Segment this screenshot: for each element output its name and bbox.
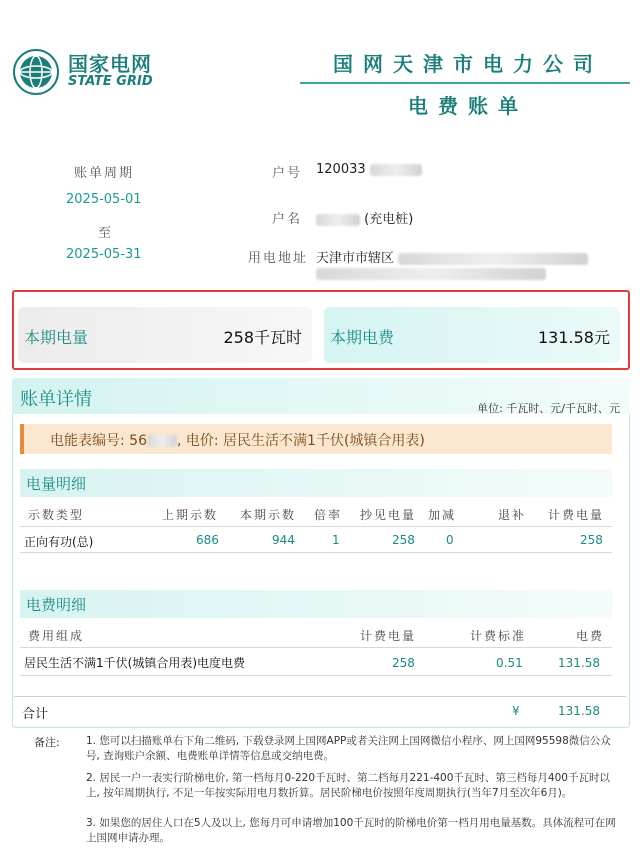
- unit-note: 单位: 千瓦时、元/千瓦时、元: [477, 402, 620, 415]
- globe-icon: [12, 48, 60, 96]
- redacted-blur: [147, 435, 177, 447]
- logo-english-text: STATE GRID: [68, 74, 153, 89]
- cell-previous-reading: 686: [196, 533, 219, 547]
- col-header-adjust: 加减: [428, 508, 457, 522]
- table-divider: [20, 675, 612, 676]
- col-header-read-usage: 抄见电量: [360, 508, 417, 522]
- redacted-blur: [316, 268, 546, 280]
- address-value: [316, 247, 588, 266]
- name-label: 户名: [272, 212, 303, 227]
- col-header-fee-component: 费用组成: [28, 629, 85, 643]
- account-number-text: 120033: [316, 162, 366, 177]
- meter-price-text: , 电价: 居民生活不满1千伏(城镇合用表): [176, 433, 425, 449]
- col-header-current-reading: 本期示数: [240, 508, 297, 522]
- col-header-billed-usage: 计费电量: [360, 629, 417, 643]
- logo-chinese-text: 国家电网: [68, 52, 152, 76]
- redacted-blur: [398, 253, 588, 265]
- usage-label: 本期电量: [24, 328, 89, 347]
- col-header-previous-reading: 上期示数: [162, 508, 219, 522]
- usage-summary-card: [18, 307, 312, 363]
- address-line-2: [316, 266, 546, 281]
- header-divider: [300, 82, 630, 84]
- account-name-text: (充电桩): [364, 212, 414, 227]
- state-grid-logo: [12, 42, 172, 98]
- fee-detail-header: [20, 590, 612, 618]
- period-label: 账单周期: [74, 166, 135, 181]
- usage-detail-title: 电量明细: [26, 475, 87, 493]
- col-header-billed-usage: 计费电量: [548, 508, 605, 522]
- account-name: [316, 208, 413, 227]
- cell-fee-amount: 131.58: [558, 656, 600, 670]
- company-name: 国网天津市电力公司: [333, 52, 603, 76]
- bill-detail-title: 账单详情: [20, 389, 92, 410]
- cell-current-reading: 944: [272, 533, 295, 547]
- col-header-reading-type: 示数类型: [28, 508, 85, 522]
- period-end-date: 2025-05-31: [66, 247, 142, 262]
- cell-billed-usage: 258: [580, 533, 603, 547]
- account-label: 户号: [272, 166, 303, 181]
- total-currency-symbol: ¥: [512, 704, 520, 718]
- note-item-3: 3. 如果您的居住人口在5人及以上, 您每月可申请增加100千瓦时的阶梯电价第一档月用电量基数。具体流程可在网上国网申请办理。: [86, 817, 616, 844]
- table-divider: [20, 647, 612, 648]
- note-item-1: 1. 您可以扫描账单右下角二维码, 下载登录网上国网APP或者关注网上国网微信小程序、网上国网95598微信公众号, 查询账户余额、电费账单详情等信息或交纳电费。: [86, 735, 611, 762]
- fee-detail-title: 电费明细: [26, 596, 87, 614]
- period-start-date: 2025-05-01: [66, 192, 142, 207]
- total-label: 合计: [22, 707, 49, 722]
- meter-number-label: 电能表编号: 56: [50, 433, 147, 449]
- account-number: [316, 162, 422, 177]
- cell-fee-component: 居民生活不满1千伏(城镇合用表)电度电费: [24, 656, 245, 670]
- cell-multiplier: 1: [332, 533, 340, 547]
- cell-fee-usage: 258: [392, 656, 415, 670]
- col-header-refund: 退补: [498, 508, 527, 522]
- address-label: 用电地址: [248, 251, 309, 266]
- address-text: 天津市市辖区: [316, 251, 395, 266]
- cell-reading-type: 正向有功(总): [24, 535, 94, 549]
- fee-summary-card: [324, 307, 620, 363]
- col-header-rate: 计费标准: [470, 629, 527, 643]
- cell-fee-rate: 0.51: [496, 656, 523, 670]
- meter-info-bar: [20, 424, 612, 454]
- col-header-fee: 电费: [576, 629, 605, 643]
- fee-label: 本期电费: [330, 328, 395, 347]
- total-divider: [14, 696, 626, 697]
- table-divider: [20, 552, 612, 553]
- usage-detail-header: [20, 469, 612, 497]
- fee-value: 131.58元: [538, 328, 610, 347]
- cell-adjust: 0: [446, 533, 454, 547]
- cell-read-usage: 258: [392, 533, 415, 547]
- total-amount: 131.58: [558, 704, 600, 718]
- usage-value: 258千瓦时: [223, 328, 302, 347]
- note-item-2: 2. 居民一户一表实行阶梯电价, 第一档每月0-220千瓦时、第二档每月221-400千瓦时、第三档每月400千瓦时以上, 按年周期执行, 不足一年按实际用电月数折算。居民阶梯电价按照年度周期执行(当年7月至次年6月)。: [86, 772, 610, 799]
- period-to: 至: [98, 226, 114, 241]
- bill-title: 电费账单: [408, 94, 528, 118]
- redacted-blur: [316, 214, 360, 226]
- meter-info-text: [50, 430, 425, 450]
- table-divider: [20, 526, 612, 527]
- notes-label: 备注:: [34, 736, 60, 749]
- redacted-blur: [370, 164, 422, 176]
- col-header-multiplier: 倍率: [314, 508, 343, 522]
